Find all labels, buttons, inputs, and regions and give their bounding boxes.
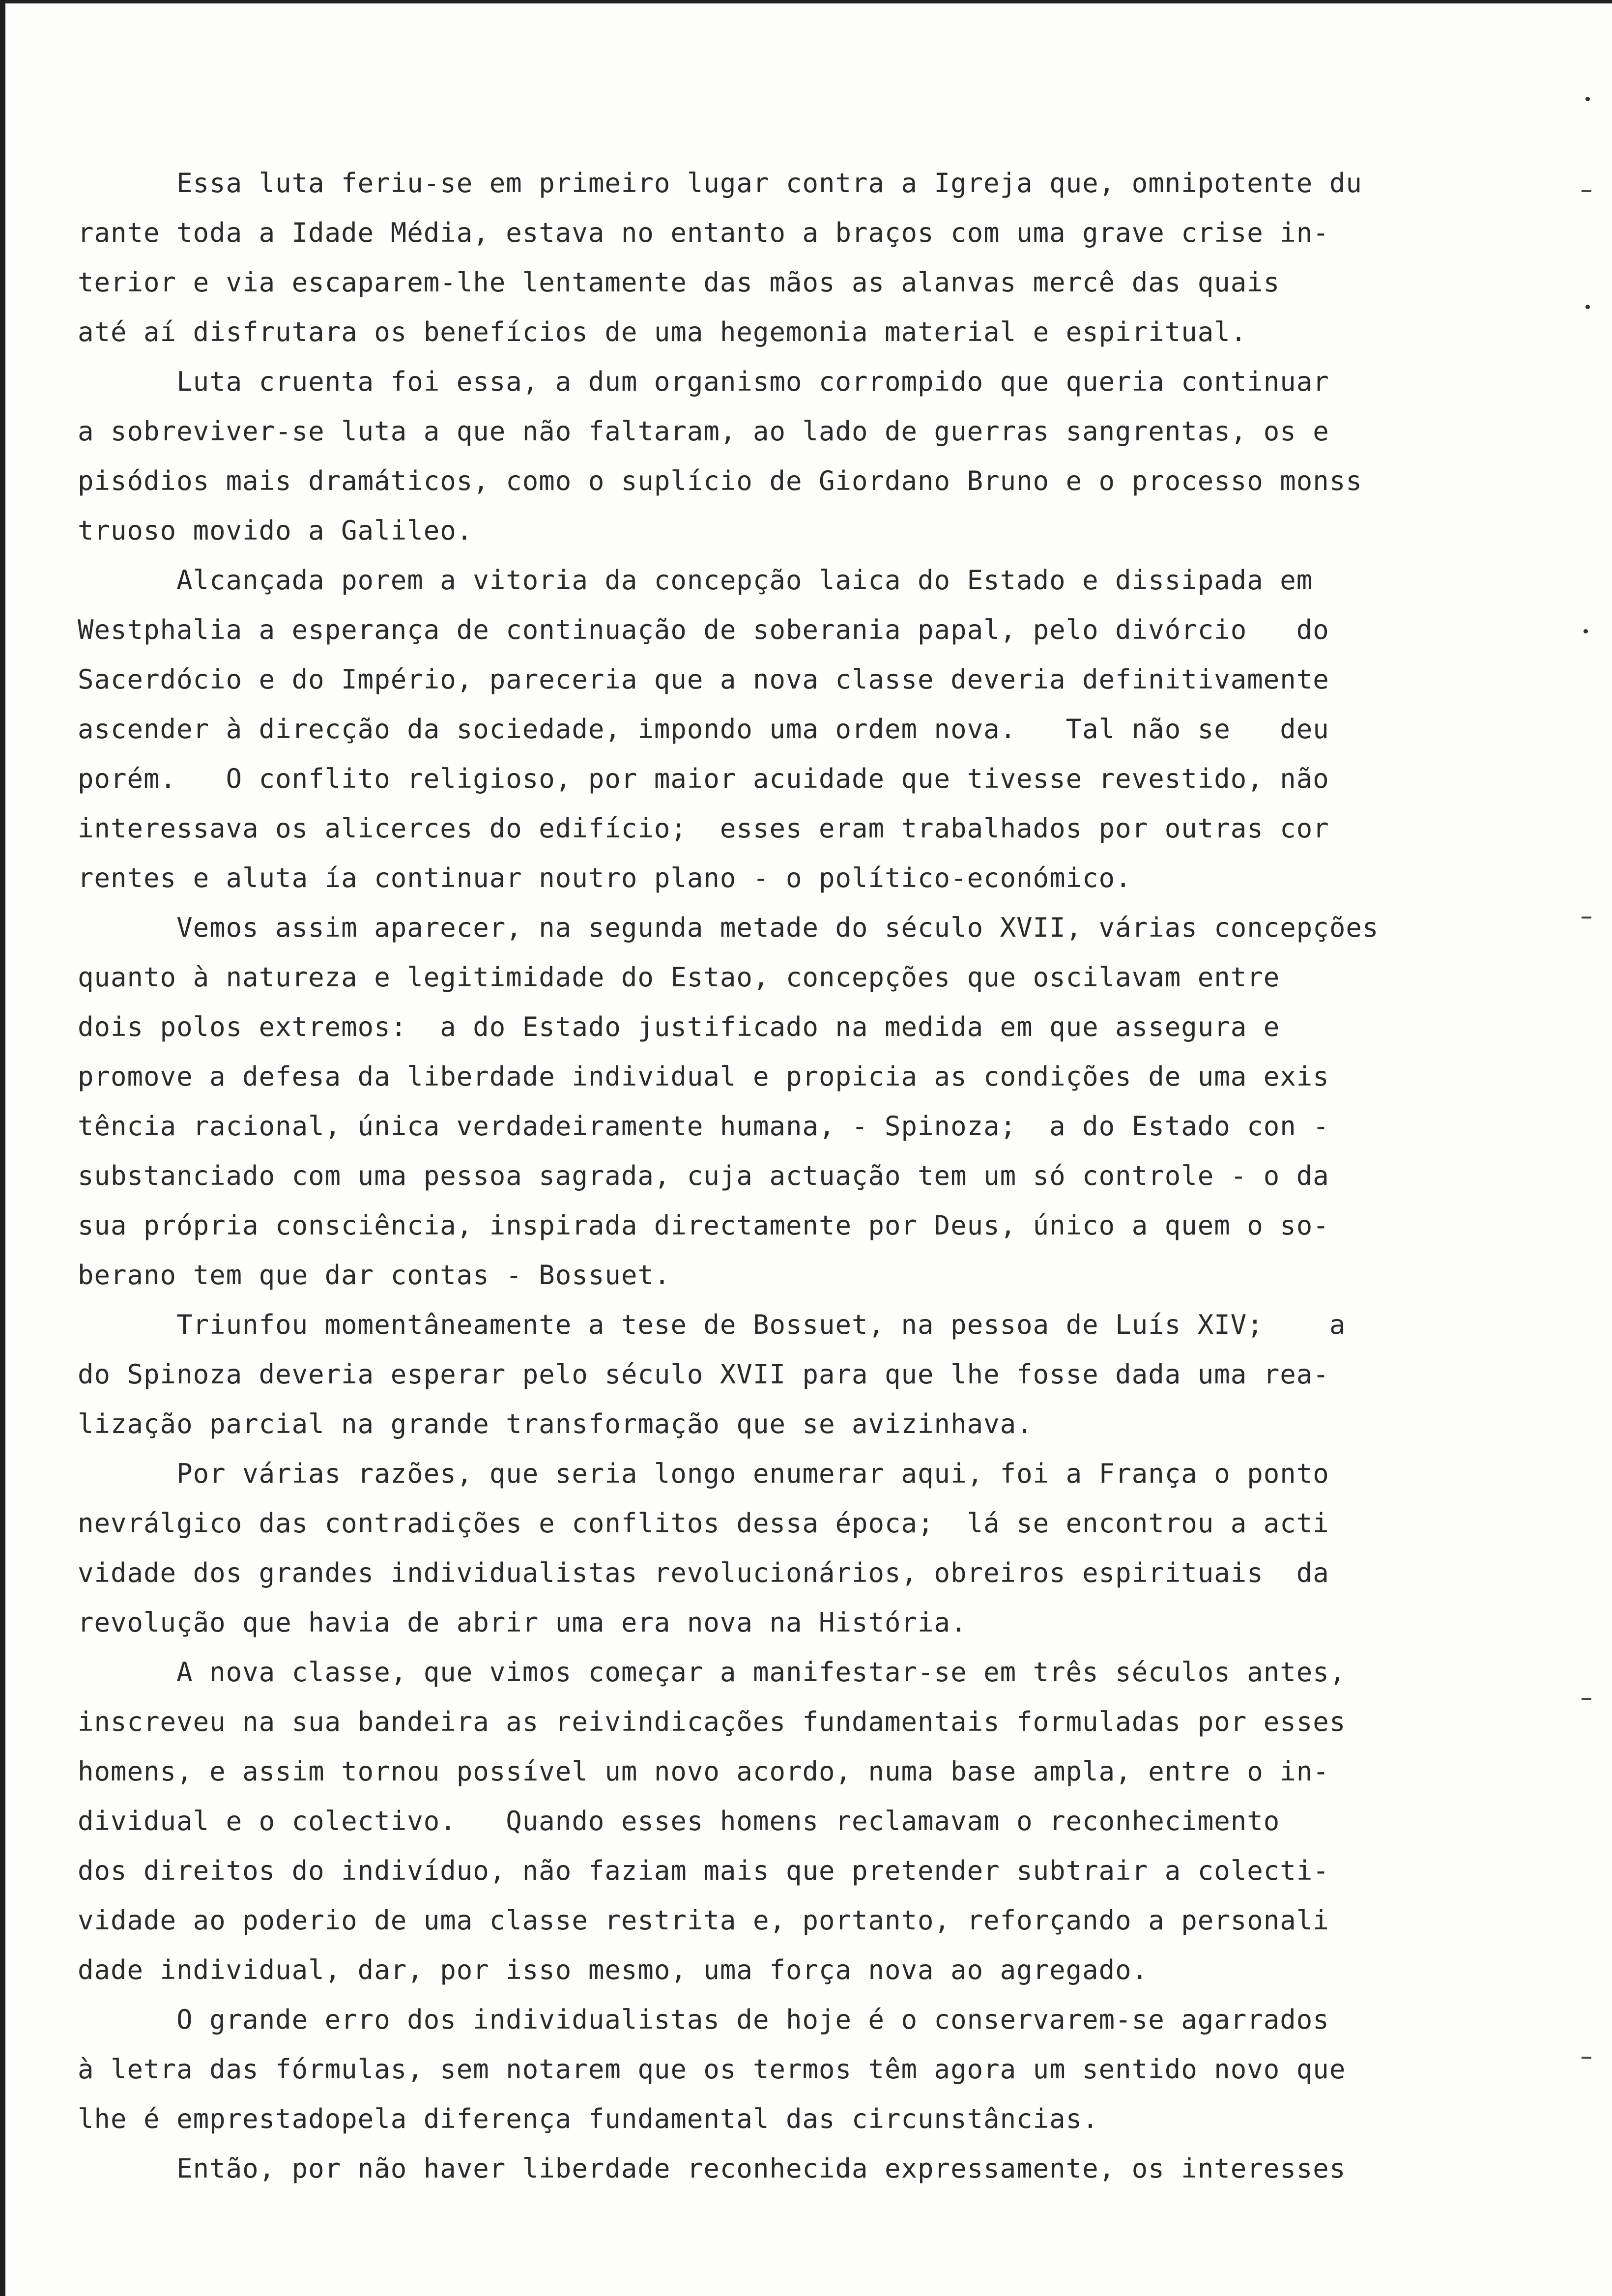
scan-mark xyxy=(1582,2057,1591,2059)
text-line: lização parcial na grande transformação que se avizinhava. xyxy=(78,1408,1033,1439)
text-line: revolução que havia de abrir uma era nova na História. xyxy=(78,1607,967,1638)
text-line: lhe é emprestadopela diferença fundamental das circunstâncias. xyxy=(78,2103,1099,2134)
text-line: sua própria consciência, inspirada directamente por Deus, único a quem o so- xyxy=(78,1210,1329,1241)
text-line: Vemos assim aparecer, na segunda metade do século XVII, várias concepções xyxy=(78,912,1379,943)
text-line: Então, por não haver liberdade reconhecida expressamente, os interesses xyxy=(78,2153,1346,2184)
text-line: dividual e o colectivo. Quando esses homens reclamavam o reconhecimento xyxy=(78,1806,1280,1837)
text-line: terior e via escaparem-lhe lentamente das mãos as alanvas mercê das quais xyxy=(78,267,1280,298)
text-line: truoso movido a Galileo. xyxy=(78,515,473,546)
text-line: inscreveu na sua bandeira as reivindicações fundamentais formuladas por esses xyxy=(78,1706,1346,1737)
text-line: Westphalia a esperança de continuação de soberania papal, pelo divórcio do xyxy=(78,614,1329,645)
text-line: berano tem que dar contas - Bossuet. xyxy=(78,1260,671,1291)
text-line: dade individual, dar, por isso mesmo, uma força nova ao agregado. xyxy=(78,1954,1149,1985)
text-line: O grande erro dos individualistas de hoje é o conservarem-se agarrados xyxy=(78,2004,1329,2035)
scan-mark xyxy=(1582,1698,1591,1700)
text-line: rante toda a Idade Média, estava no entanto a braços com uma grave crise in- xyxy=(78,217,1329,248)
text-line: Sacerdócio e do Império, pareceria que a nova classe deveria definitivamente xyxy=(78,664,1329,695)
scan-speck xyxy=(1585,97,1590,101)
text-line: dos direitos do indivíduo, não faziam mais que pretender subtrair a colecti- xyxy=(78,1855,1329,1886)
text-line: quanto à natureza e legitimidade do Estao, concepções que oscilavam entre xyxy=(78,962,1280,993)
text-line: a sobreviver-se luta a que não faltaram, ao lado de guerras sangrentas, os e xyxy=(78,416,1329,447)
scan-edge-left xyxy=(0,0,5,2296)
text-line: A nova classe, que vimos começar a manifestar-se em três séculos antes, xyxy=(78,1657,1346,1688)
text-line: Essa luta feriu-se em primeiro lugar contra a Igreja que, omnipotente du xyxy=(78,168,1362,199)
text-line: Triunfou momentâneamente a tese de Bossuet, na pessoa de Luís XIV; a xyxy=(78,1309,1346,1340)
scan-mark xyxy=(1582,190,1591,192)
text-line: interessava os alicerces do edifício; esses eram trabalhados por outras cor xyxy=(78,813,1329,844)
typewritten-text xyxy=(78,158,1473,2193)
text-line: ascender à direcção da sociedade, impondo uma ordem nova. Tal não se deu xyxy=(78,714,1329,745)
text-line: à letra das fórmulas, sem notarem que os termos têm agora um sentido novo que xyxy=(78,2054,1346,2085)
scan-speck xyxy=(1583,629,1588,633)
text-line: rentes e aluta ía continuar noutro plano - o político-económico. xyxy=(78,862,1132,893)
text-line: Por várias razões, que seria longo enumerar aqui, foi a França o ponto xyxy=(78,1458,1329,1489)
text-line: promove a defesa da liberdade individual e propicia as condições de uma exis xyxy=(78,1061,1329,1092)
text-line: vidade dos grandes individualistas revolucionários, obreiros espirituais da xyxy=(78,1557,1329,1588)
text-line: nevrálgico das contradições e conflitos dessa época; lá se encontrou a acti xyxy=(78,1508,1329,1539)
text-line: porém. O conflito religioso, por maior acuidade que tivesse revestido, não xyxy=(78,763,1329,794)
text-line: homens, e assim tornou possível um novo acordo, numa base ampla, entre o in- xyxy=(78,1756,1329,1787)
text-line: até aí disfrutara os benefícios de uma hegemonia material e espiritual. xyxy=(78,316,1247,347)
text-line: pisódios mais dramáticos, como o suplício de Giordano Bruno e o processo monss xyxy=(78,465,1362,496)
text-line: tência racional, única verdadeiramente humana, - Spinoza; a do Estado con - xyxy=(78,1111,1329,1142)
scan-speck xyxy=(1585,305,1590,309)
text-line: Alcançada porem a vitoria da concepção laica do Estado e dissipada em xyxy=(78,565,1313,596)
text-line: do Spinoza deveria esperar pelo século XVII para que lhe fosse dada uma rea- xyxy=(78,1359,1329,1390)
text-line: dois polos extremos: a do Estado justificado na medida em que assegura e xyxy=(78,1011,1280,1042)
text-line: vidade ao poderio de uma classe restrita e, portanto, reforçando a personali xyxy=(78,1905,1329,1936)
text-line: substanciado com uma pessoa sagrada, cuja actuação tem um só controle - o da xyxy=(78,1160,1329,1191)
text-line: Luta cruenta foi essa, a dum organismo corrompido que queria continuar xyxy=(78,366,1329,397)
scan-mark xyxy=(1582,917,1591,918)
scan-edge-top xyxy=(0,0,1612,3)
